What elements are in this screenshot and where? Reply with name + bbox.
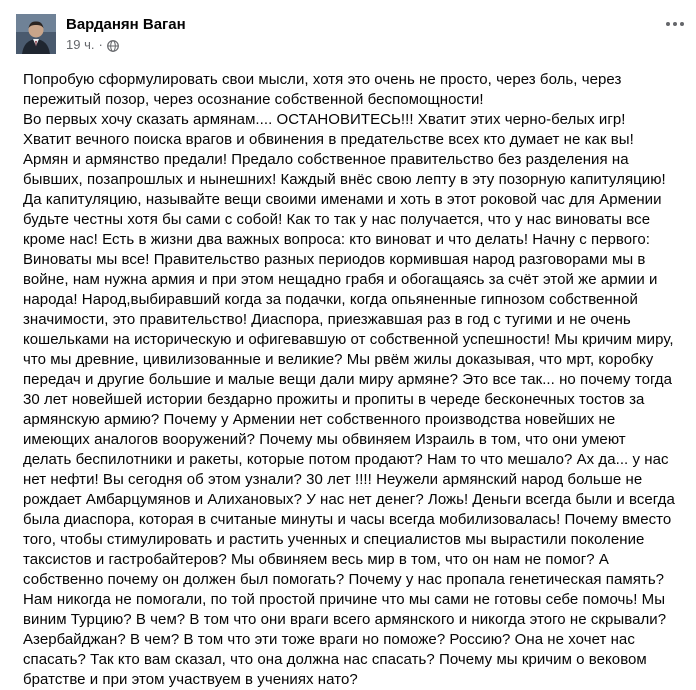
post-meta — [66, 15, 186, 53]
avatar-image — [16, 14, 56, 54]
author-name[interactable]: Варданян Ваган — [66, 16, 186, 33]
post-paragraph-1: Попробую сформулировать свои мысли, хотя это очень не просто, через боль, через пережитый позор, через осознание собственной беспомощности! — [23, 71, 622, 108]
post-header — [16, 10, 680, 58]
post-paragraph-2: Во первых хочу сказать армянам.... ОСТАНОВИТЕСЬ!!! Хватит этих черно-белых игр! Хватит вечного поиска врагов и обвинения в предательстве всех кто думает не как вы! Армян и армянство предали! Предало собственное правительство без разделения на бывших, позапрошлых и нынешних! Каждый внёс свою лепту в эту позорную капитуляцию! Да капитуляцию, называйте вещи своими именами и хоть в этот роковой час для Армении будьте честны хотя бы сами с собой! Как то так у нас получается, что у нас виноваты все кроме нас! Есть в жизни два важных вопроса: кто виноват и что делать! Начну с первого: Виноваты мы все! Правительство разных периодов кормившая народ разговорами мы в войне, нам нужна армия и при этом нещадно грабя и обогащаясь за счёт этой же армии и народа! Народ,выбиравший когда за подачки, когда опьяненные гипнозом собственной значимости, это правительство! Диаспора, приезжавшая раз в год с тугими и не очень кошельками на историческую и офигевавшую от собственной успешности! Мы кричим миру, что мы древние, цивилизованные и великие? Мы рвём жилы доказывая, что мрт, коробку передач и другие большие и малые вещи дали миру армяне? Это все так... но почему тогда 30 лет новейшей истории бездарно прожиты и пропиты в череде бесконечных тостов за армянскую армию? Почему у Армении нет собственного производства новейших не имеющих аналогов вооружений? Почему мы обвиняем Израиль в том, что они умеют делать беспилотники и ракеты, которые потом продают? Нам то что мешало? Ах да... у нас нет нефти! Вы сегодня об этом узнали? 30 лет !!!! Неужели армянский народ больше не рождает Амбарцумянов и Алихановых? У нас нет денег? Ложь! Деньги всегда были и всегда была диаспора, которая в считаные минуты и часы всегда мобилизовалась! Почему вместо того, чтобы стимулировать и растить ученных и специалистов мы вырастили поколение таксистов и гастробайтеров? Мы обвиняем весь мир в том, что он нам не помог? А собственно почему он должен был помогать? Почему у нас пропала генетическая память? Нам никогда не помогали, по той простой причине что мы сами не готовы себе помочь! Мы виним Турцию? В чем? В том что они враги всего армянского и никогда этого не скрывали? Азербайджан? В чем? В том что эти тоже враги но поможе? Россию? Она не хочет нас спасать? Так кто вам сказал, что она должна нас спасать? Почему мы кричим о вековом братстве и при этом участвуем в учениях нато? — [23, 111, 675, 688]
more-options-icon[interactable] — [660, 10, 690, 38]
post-subline — [66, 36, 186, 53]
post-text — [23, 70, 675, 690]
post-time[interactable]: 19 ч. — [66, 37, 95, 52]
globe-icon — [107, 39, 119, 51]
author-avatar[interactable] — [16, 14, 56, 54]
separator: · — [98, 37, 103, 52]
